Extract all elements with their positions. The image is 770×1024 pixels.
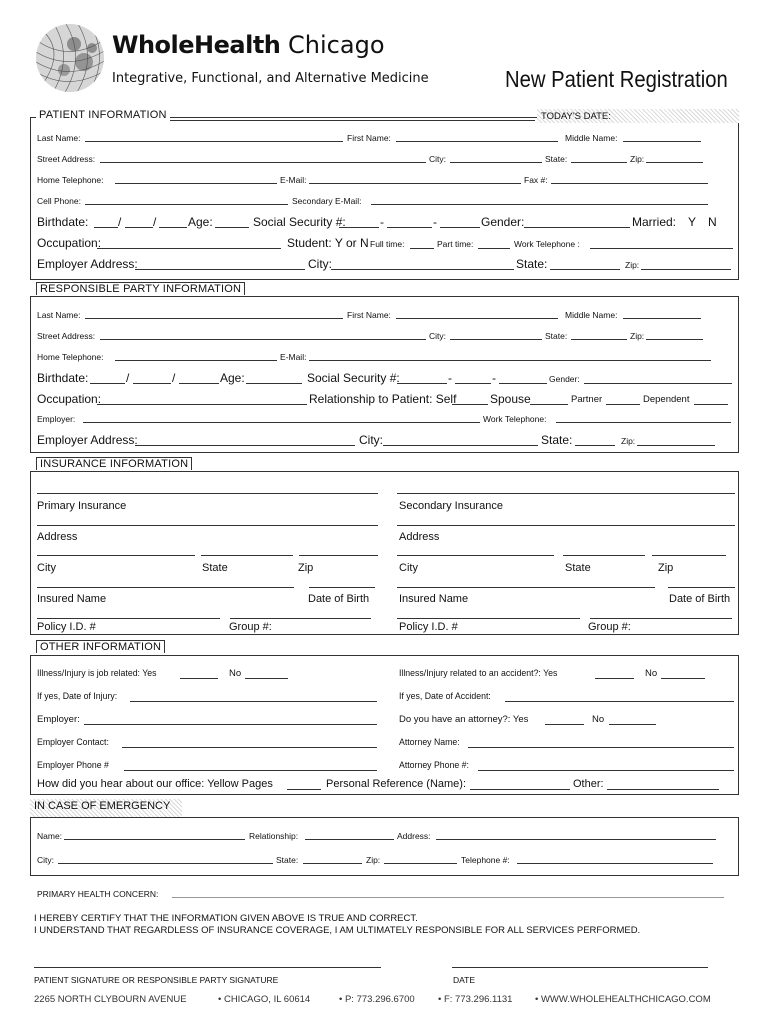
secondary-city-field[interactable]	[397, 555, 554, 556]
p-last-name-label: Last Name:	[37, 133, 81, 143]
signature-date-label: DATE	[453, 975, 476, 985]
p-email-label: E-Mail:	[280, 175, 307, 185]
e-telephone-field[interactable]	[517, 863, 713, 864]
accident-date-label: If yes, Date of Accident:	[399, 691, 491, 702]
p-married-no[interactable]: N	[708, 215, 717, 229]
r-spouse-field[interactable]	[530, 404, 568, 405]
r-work-tel-field[interactable]	[556, 422, 731, 423]
accident-no-label: No	[645, 668, 658, 679]
p-birth-month-field[interactable]	[94, 227, 118, 228]
r-email-label: E-Mail:	[280, 352, 307, 362]
brand-name	[112, 31, 385, 59]
p-employer-address-label: Employer Address:	[37, 257, 138, 271]
other-section-title: OTHER INFORMATION	[36, 640, 165, 653]
job-related-no-label: No	[229, 668, 242, 679]
primary-group-field[interactable]	[230, 618, 371, 619]
r-employer-zip-label: Zip:	[621, 436, 636, 446]
p-full-time-label: Full time:	[370, 239, 405, 249]
secondary-address-field[interactable]	[397, 525, 735, 526]
p-city-field[interactable]	[450, 162, 542, 163]
r-employer-address-field[interactable]	[135, 445, 355, 446]
footer-city: • CHICAGO, IL 60614	[218, 994, 311, 1005]
accident-date-field[interactable]	[505, 701, 734, 702]
r-occupation-field[interactable]	[97, 404, 307, 405]
primary-address-field[interactable]	[37, 525, 378, 526]
dash: -	[492, 371, 496, 385]
signature-field[interactable]	[34, 967, 381, 968]
primary-city-field[interactable]	[37, 555, 195, 556]
primary-state-label: State	[202, 562, 228, 574]
job-related-label: Illness/Injury is job related: Yes	[37, 668, 157, 679]
other-source-label: Other:	[573, 778, 604, 790]
logo-mark	[34, 22, 106, 94]
o-employer-label: Employer:	[37, 714, 80, 725]
p-occupation-label: Occupation:	[37, 236, 102, 250]
primary-city-label: City	[37, 562, 56, 574]
p-part-time-field[interactable]	[478, 248, 510, 249]
emergency-section-box	[30, 817, 739, 876]
p-occupation-field[interactable]	[97, 248, 281, 249]
r-middle-name-label: Middle Name:	[565, 310, 618, 320]
p-cell-field[interactable]	[85, 204, 288, 205]
r-partner-field[interactable]	[606, 404, 640, 405]
p-street-label: Street Address:	[37, 154, 96, 164]
r-employer-city-label: City:	[359, 433, 383, 447]
p-zip-field[interactable]	[646, 162, 703, 163]
r-relationship-label: Relationship to Patient: Self	[309, 392, 457, 406]
secondary-policy-field[interactable]	[397, 618, 580, 619]
r-age-field[interactable]	[246, 383, 302, 384]
employer-phone-field[interactable]	[124, 770, 377, 771]
r-state-label: State:	[545, 331, 568, 341]
primary-insurance-label: Primary Insurance	[37, 500, 127, 512]
p-street-field[interactable]	[100, 162, 426, 163]
primary-address-label: Address	[37, 531, 78, 543]
p-full-time-field[interactable]	[410, 248, 434, 249]
secondary-address-label: Address	[399, 531, 440, 543]
r-street-field[interactable]	[100, 339, 426, 340]
p-employer-state-field[interactable]	[550, 269, 620, 270]
slash: /	[118, 215, 122, 229]
r-dependent-label: Dependent	[643, 394, 690, 405]
p-age-label: Age:	[188, 215, 213, 229]
p-employer-zip-label: Zip:	[625, 260, 640, 270]
employer-contact-label: Employer Contact:	[37, 737, 109, 748]
p-ssn-3-field[interactable]	[440, 227, 480, 228]
secondary-dob-field[interactable]	[668, 587, 735, 588]
brand-tagline: Integrative, Functional, and Alternative Medicine	[112, 71, 429, 86]
e-address-label: Address:	[397, 831, 431, 841]
secondary-dob-label: Date of Birth	[669, 593, 731, 605]
r-gender-field[interactable]	[584, 383, 732, 384]
job-related-yes-field[interactable]	[180, 678, 218, 679]
r-self-field[interactable]	[452, 404, 488, 405]
r-last-name-label: Last Name:	[37, 310, 81, 320]
secondary-zip-field[interactable]	[652, 555, 726, 556]
p-first-name-label: First Name:	[347, 133, 391, 143]
r-ssn-2-field[interactable]	[455, 383, 491, 384]
accident-no-field[interactable]	[661, 678, 705, 679]
attorney-phone-label: Attorney Phone #:	[399, 760, 469, 771]
r-state-field[interactable]	[571, 339, 627, 340]
p-state-field[interactable]	[571, 162, 627, 163]
footer-address: 2265 NORTH CLYBOURN AVENUE	[34, 994, 187, 1005]
p-employer-city-field[interactable]	[331, 269, 514, 270]
e-name-label: Name:	[37, 831, 63, 841]
r-zip-field[interactable]	[646, 339, 703, 340]
r-employer-city-field[interactable]	[383, 445, 538, 446]
p-work-tel-field[interactable]	[590, 248, 733, 249]
r-employer-zip-field[interactable]	[637, 445, 715, 446]
secondary-group-label: Group #:	[588, 621, 631, 633]
dash: -	[433, 215, 437, 229]
p-secondary-email-label: Secondary E-Mail:	[292, 196, 362, 206]
p-state-label: State:	[545, 154, 568, 164]
secondary-zip-label: Zip	[658, 562, 674, 574]
footer-website[interactable]: • WWW.WHOLEHEALTHCHICAGO.COM	[535, 994, 711, 1005]
r-spouse-label: Spouse	[490, 392, 531, 406]
r-ssn-label: Social Security #:	[307, 371, 400, 385]
employer-contact-field[interactable]	[122, 747, 377, 748]
p-married-yes[interactable]: Y	[688, 215, 697, 229]
p-fax-field[interactable]	[551, 183, 708, 184]
r-home-tel-field[interactable]	[115, 360, 277, 361]
secondary-group-field[interactable]	[590, 618, 732, 619]
secondary-insurance-label: Secondary Insurance	[399, 500, 503, 512]
p-middle-name-label: Middle Name:	[565, 133, 618, 143]
r-birth-year-field[interactable]	[179, 383, 219, 384]
primary-zip-label: Zip	[298, 562, 314, 574]
accident-label: Illness/Injury related to an accident?: Yes	[399, 668, 558, 679]
r-employer-state-field[interactable]	[575, 445, 615, 446]
secondary-insured-name-label: Insured Name	[399, 593, 469, 605]
p-birth-day-field[interactable]	[125, 227, 153, 228]
r-middle-name-field[interactable]	[623, 318, 701, 319]
job-related-no-field[interactable]	[245, 678, 288, 679]
brand-light: Chicago	[288, 31, 385, 59]
personal-reference-label: Personal Reference (Name):	[326, 778, 467, 790]
r-birth-day-field[interactable]	[133, 383, 171, 384]
secondary-policy-label: Policy I.D. #	[399, 621, 458, 633]
primary-zip-field[interactable]	[299, 555, 378, 556]
e-city-label: City:	[37, 855, 54, 865]
p-email-field[interactable]	[309, 183, 521, 184]
e-telephone-label: Telephone #:	[461, 855, 510, 865]
secondary-city-label: City	[399, 562, 418, 574]
r-zip-label: Zip:	[630, 331, 645, 341]
primary-policy-field[interactable]	[37, 618, 220, 619]
insurance-section-box	[30, 471, 739, 635]
r-last-name-field[interactable]	[85, 318, 343, 319]
r-dependent-field[interactable]	[694, 404, 728, 405]
signature-label: PATIENT SIGNATURE OR RESPONSIBLE PARTY SIGNATURE	[34, 975, 279, 985]
hear-about-label: How did you hear about our office: Yellow Pages	[37, 778, 273, 790]
slash: /	[172, 371, 176, 385]
footer-phone: • P: 773.296.6700	[339, 994, 415, 1005]
signature-date-field[interactable]	[452, 967, 708, 968]
p-gender-label: Gender:	[481, 215, 525, 229]
primary-concern-field[interactable]	[172, 897, 724, 898]
r-birth-month-field[interactable]	[90, 383, 125, 384]
employer-phone-label: Employer Phone #	[37, 760, 109, 771]
p-age-field[interactable]	[215, 227, 249, 228]
slash: /	[153, 215, 157, 229]
r-partner-label: Partner	[571, 394, 603, 405]
o-employer-field[interactable]	[84, 724, 377, 725]
form-title: New Patient Registration	[505, 66, 728, 92]
p-employer-city-label: City:	[308, 257, 332, 271]
responsible-section-title: RESPONSIBLE PARTY INFORMATION	[36, 282, 245, 295]
p-student-label: Student: Y or N	[287, 236, 369, 250]
p-part-time-label: Part time:	[437, 239, 474, 249]
r-gender-label: Gender:	[549, 374, 580, 384]
p-zip-label: Zip:	[630, 154, 645, 164]
todays-date-label: TODAY'S DATE:	[541, 111, 611, 122]
p-city-label: City:	[429, 154, 446, 164]
e-name-field[interactable]	[64, 839, 245, 840]
r-employer-address-label: Employer Address:	[37, 433, 138, 447]
r-email-field[interactable]	[309, 360, 711, 361]
p-home-tel-field[interactable]	[115, 183, 277, 184]
p-fax-label: Fax #:	[524, 175, 548, 185]
p-ssn-1-field[interactable]	[339, 227, 379, 228]
p-secondary-email-field[interactable]	[371, 204, 708, 205]
attorney-name-label: Attorney Name:	[399, 737, 460, 748]
r-age-label: Age:	[220, 371, 245, 385]
e-state-label: State:	[276, 855, 299, 865]
r-employer-field[interactable]	[83, 422, 480, 423]
insurance-section-title: INSURANCE INFORMATION	[36, 457, 192, 470]
certify-line-1: I HEREBY CERTIFY THAT THE INFORMATION GIVEN ABOVE IS TRUE AND CORRECT.	[34, 913, 418, 924]
r-work-tel-label: Work Telephone:	[483, 414, 547, 424]
secondary-insured-name-field[interactable]	[397, 587, 655, 588]
p-home-tel-label: Home Telephone:	[37, 175, 104, 185]
r-ssn-3-field[interactable]	[499, 383, 547, 384]
e-relationship-field[interactable]	[305, 839, 394, 840]
p-employer-state-label: State:	[516, 257, 548, 271]
p-cell-label: Cell Phone:	[37, 196, 81, 206]
r-ssn-1-field[interactable]	[397, 383, 447, 384]
primary-policy-label: Policy I.D. #	[37, 621, 96, 633]
p-last-name-field[interactable]	[85, 141, 343, 142]
e-address-field[interactable]	[436, 839, 716, 840]
attorney-yes-field[interactable]	[545, 724, 584, 725]
injury-date-label: If yes, Date of Injury:	[37, 691, 118, 702]
p-married-label: Married:	[632, 215, 677, 229]
primary-insured-name-field[interactable]	[37, 587, 294, 588]
p-middle-name-field[interactable]	[623, 141, 701, 142]
primary-state-field[interactable]	[201, 555, 293, 556]
e-city-field[interactable]	[58, 863, 273, 864]
r-first-name-label: First Name:	[347, 310, 391, 320]
r-home-tel-label: Home Telephone:	[37, 352, 104, 362]
p-birth-year-field[interactable]	[159, 227, 187, 228]
injury-date-field[interactable]	[130, 701, 377, 702]
primary-insured-name-label: Insured Name	[37, 593, 107, 605]
primary-dob-field[interactable]	[309, 587, 375, 588]
attorney-question-label: Do you have an attorney?: Yes	[399, 714, 529, 725]
p-employer-address-field[interactable]	[135, 269, 305, 270]
footer-fax: • F: 773.296.1131	[438, 994, 513, 1005]
p-birthdate-label: Birthdate:	[37, 215, 89, 229]
r-birthdate-label: Birthdate:	[37, 371, 89, 385]
certify-line-2: I UNDERSTAND THAT REGARDLESS OF INSURANCE COVERAGE, I AM ULTIMATELY RESPONSIBLE FOR ALL SERVICES PERFORMED.	[34, 925, 641, 936]
attorney-phone-field[interactable]	[478, 770, 734, 771]
p-first-name-field[interactable]	[396, 141, 558, 142]
emergency-section-title: IN CASE OF EMERGENCY	[34, 800, 171, 812]
r-employer-label: Employer:	[37, 414, 76, 424]
primary-dob-label: Date of Birth	[308, 593, 370, 605]
r-city-field[interactable]	[450, 339, 542, 340]
p-ssn-2-field[interactable]	[387, 227, 432, 228]
p-gender-field[interactable]	[524, 227, 630, 228]
secondary-state-label: State	[565, 562, 591, 574]
r-employer-state-label: State:	[541, 433, 573, 447]
p-work-tel-label: Work Telephone :	[514, 239, 580, 249]
r-occupation-label: Occupation:	[37, 392, 102, 406]
dash: -	[448, 371, 452, 385]
r-city-label: City:	[429, 331, 446, 341]
slash: /	[126, 371, 130, 385]
p-employer-zip-field[interactable]	[641, 269, 731, 270]
e-state-field[interactable]	[303, 863, 362, 864]
yellow-pages-field[interactable]	[287, 789, 321, 790]
r-street-label: Street Address:	[37, 331, 96, 341]
secondary-insurance-field[interactable]	[397, 493, 735, 494]
primary-concern-label: PRIMARY HEALTH CONCERN:	[37, 889, 159, 899]
secondary-state-field[interactable]	[563, 555, 645, 556]
personal-reference-field[interactable]	[470, 789, 570, 790]
e-relationship-label: Relationship:	[249, 831, 299, 841]
p-ssn-label: Social Security #:	[253, 215, 346, 229]
attorney-no-field[interactable]	[609, 724, 656, 725]
e-zip-label: Zip:	[366, 855, 381, 865]
e-zip-field[interactable]	[384, 863, 457, 864]
patient-section-title: PATIENT INFORMATION	[36, 109, 170, 121]
dash: -	[380, 215, 384, 229]
accident-yes-field[interactable]	[595, 678, 634, 679]
primary-insurance-field[interactable]	[37, 493, 378, 494]
other-source-field[interactable]	[607, 789, 719, 790]
primary-group-label: Group #:	[229, 621, 272, 633]
attorney-name-field[interactable]	[468, 747, 734, 748]
brand-bold: WholeHealth	[112, 31, 281, 59]
attorney-no-label: No	[592, 714, 605, 725]
r-first-name-field[interactable]	[396, 318, 558, 319]
